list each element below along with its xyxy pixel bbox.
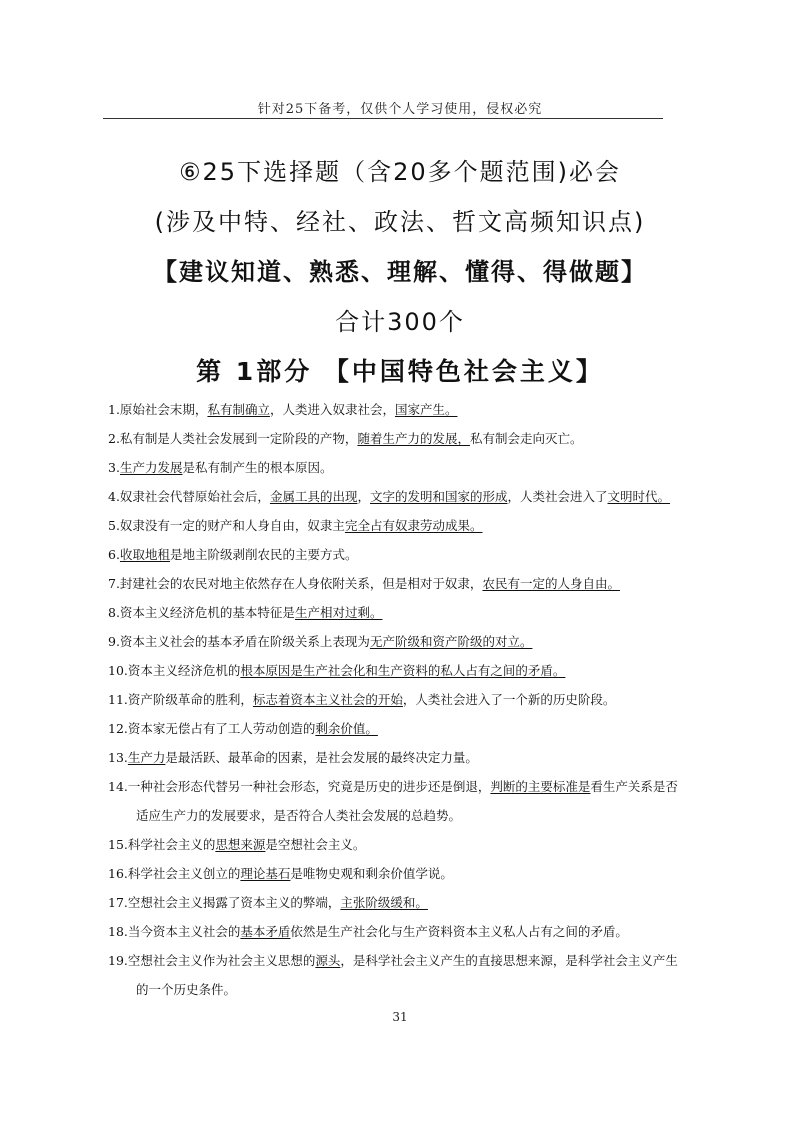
underlined-text: 生产力发展 [119,460,183,475]
underlined-text: 思想来源 [215,837,266,852]
item-text: 18.当今资本主义社会的 [108,924,241,939]
list-item [108,748,688,768]
page-number: 31 [392,1010,408,1024]
list-item [108,429,688,449]
item-text: ，人类进入奴隶社会， [269,402,395,417]
list-item [108,777,688,826]
underlined-text: 生产力 [127,750,166,765]
item-text: 依然是生产社会化与生产资料资本主义私人占有之间的矛盾。 [290,924,628,939]
underlined-text: 根本原因是生产社会化和生产资料的私人占有之间的矛盾。 [240,663,566,678]
item-text: 是空想社会主义。 [265,837,366,852]
list-item [108,864,688,884]
question-list [108,400,688,1009]
title-line-2: (涉及中特、经社、政法、哲文高频知识点) [154,208,646,236]
list-item [108,719,688,739]
list-item [108,400,688,420]
item-text: 4.奴隶社会代替原始社会后， [108,489,270,504]
title-line-1: ⑥25下选择题（含20多个题范围)必会 [179,158,621,186]
item-text: 9.资本主义社会的基本矛盾在阶级关系上表现为 [108,634,370,649]
list-item [108,690,688,710]
underlined-text: 文字的发明和国家的形成 [369,489,508,504]
item-text: 6. [108,547,120,562]
list-item [108,951,688,1000]
underlined-text: 源头 [315,953,341,968]
item-text: 19.空想社会主义作为社会主义思想的 [108,953,316,968]
item-text: 是最活跃、最革命的因素，是社会发展的最终决定力量。 [165,750,478,765]
item-text: 私有制会走向灭亡。 [469,431,583,446]
item-continuation: 适应生产力的发展要求，是否符合人类社会发展的总趋势。 [136,808,462,823]
underlined-text: 完全占有奴隶劳动成果。 [344,518,483,533]
underlined-text: 金属工具的出现 [269,489,358,504]
underlined-text: 文明时代。 [607,489,671,504]
item-continuation: 的一个历史条件。 [136,982,237,997]
header-note: 针对25下备考，仅供个人学习使用，侵权必究 [257,102,543,117]
item-text: ，是科学社会主义产生的直接思想来源，是科学社会主义产生 [340,953,678,968]
list-item [108,893,688,913]
underlined-text: 剩余价值。 [315,721,378,736]
item-text: 是私有制产生的根本原因。 [182,460,333,475]
underlined-text: 判断的主要标准是 [490,779,591,794]
underlined-text: 主张阶级缓和。 [340,895,428,910]
list-item [108,835,688,855]
item-text: 12.资本家无偿占有了工人劳动创造的 [108,721,316,736]
underlined-text: 理论基石 [240,866,291,881]
list-item [108,458,688,478]
part-heading: 第 1部分 【中国特色社会主义】 [196,357,604,386]
list-item [108,574,688,594]
item-text: 5.奴隶没有一定的财产和人身自由，奴隶主 [108,518,345,533]
item-text: 3. [108,460,120,475]
item-text: 17.空想社会主义揭露了资本主义的弊端， [108,895,341,910]
item-text: 10.资本主义经济危机的 [108,663,241,678]
item-text: 2.私有制是人类社会发展到一定阶段的产物， [108,431,358,446]
underlined-text: 无产阶级和资产阶级的对立。 [369,634,533,649]
title-line-3: 【建议知道、熟悉、理解、懂得、得做题】 [153,258,647,286]
list-item [108,922,688,942]
list-item [108,661,688,681]
item-text: 8.资本主义经济危机的基本特征是 [108,605,295,620]
item-text: 7.封建社会的农民对地主依然存在人身依附关系，但是相对于奴隶， [108,576,483,591]
item-text: 14.一种社会形态代替另一种社会形态，究竟是历史的进步还是倒退， [108,779,491,794]
item-text: 是唯物史观和剩余价值学说。 [290,866,453,881]
underlined-text: 私有制确立 [207,402,270,417]
item-text: ，人类社会进入了 [507,489,608,504]
item-text: ， [357,489,370,504]
list-item [108,516,688,536]
item-text: 看生产关系是否 [590,779,678,794]
item-text: 15.科学社会主义的 [108,837,216,852]
item-text: ，人类社会进入了一个新的历史阶段。 [402,692,616,707]
list-item [108,545,688,565]
item-text: 16.科学社会主义创立的 [108,866,241,881]
underlined-text: 收取地租 [119,547,170,562]
item-text: 13. [108,750,128,765]
list-item [108,487,688,507]
underlined-text: 基本矛盾 [240,924,291,939]
underlined-text: 标志着资本主义社会的开始 [252,692,403,707]
underlined-text: 生产相对过剩。 [294,605,383,620]
list-item [108,632,688,652]
title-line-4: 合计300个 [335,308,465,336]
header-divider [103,118,663,119]
underlined-text: 国家产生。 [394,402,458,417]
item-text: 1.原始社会末期， [108,402,208,417]
item-text: 是地主阶级剥削农民的主要方式。 [169,547,358,562]
underlined-text: 农民有一定的人身自由。 [482,576,620,591]
item-text: 11.资产阶级革命的胜利， [108,692,253,707]
underlined-text: 随着生产力的发展， [357,431,470,446]
list-item [108,603,688,623]
